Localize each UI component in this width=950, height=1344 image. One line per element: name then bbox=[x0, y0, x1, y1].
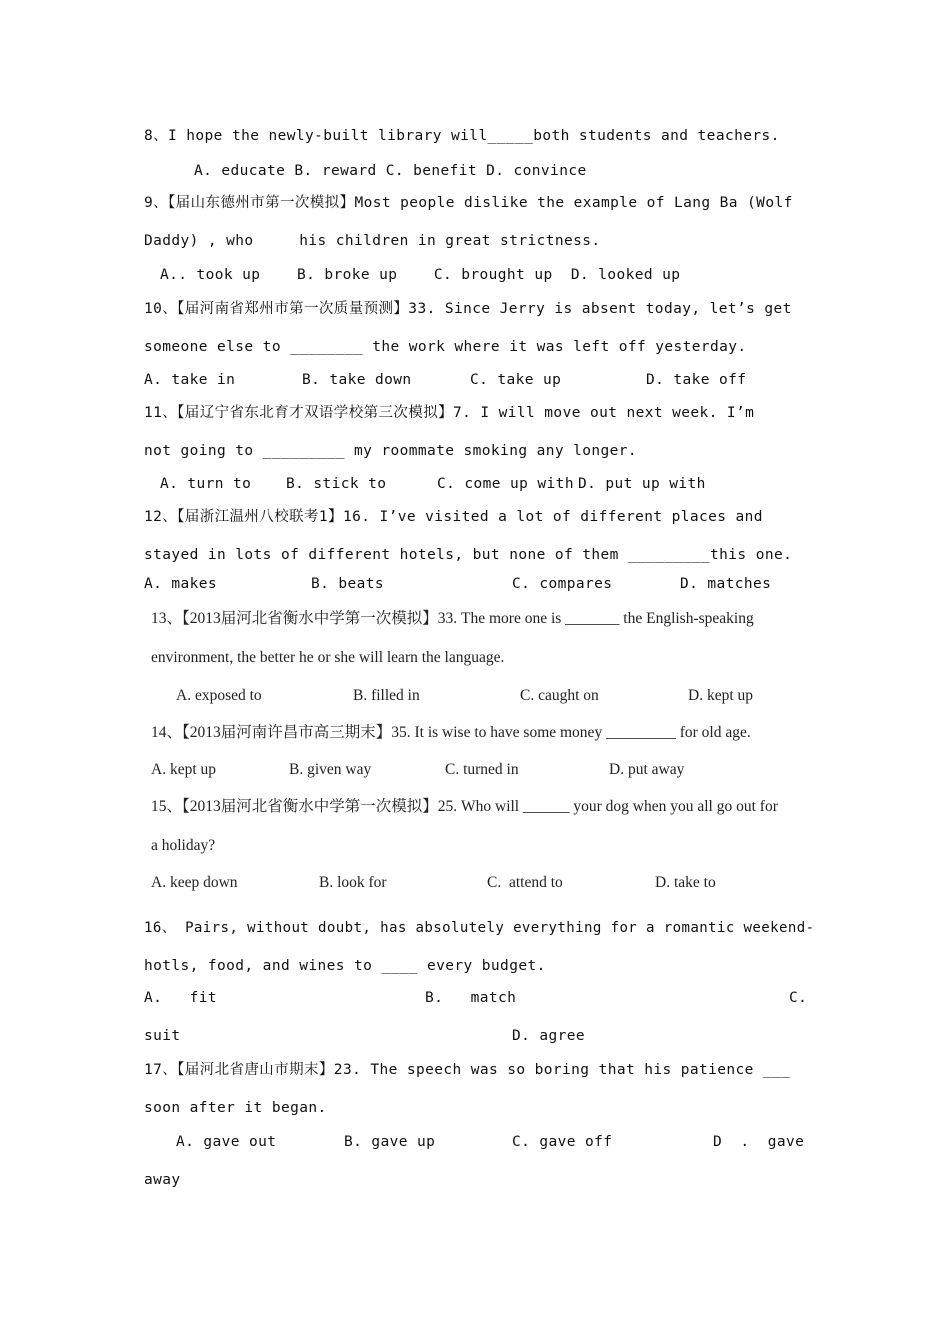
question-12-option-b: B. beats bbox=[311, 576, 385, 592]
question-11-option-d: D. put up with bbox=[578, 476, 706, 492]
question-13-line-2: environment, the better he or she will learn the language. bbox=[151, 649, 505, 666]
question-17-option-d-word: away bbox=[144, 1172, 181, 1188]
question-14-option-b: B. given way bbox=[289, 761, 372, 778]
question-12-option-a: A. makes bbox=[144, 576, 218, 592]
question-14-option-d: D. put away bbox=[609, 761, 685, 778]
question-14-option-c: C. turned in bbox=[445, 761, 519, 778]
question-16-option-c: C. bbox=[789, 990, 808, 1006]
question-15-option-d: D. take to bbox=[655, 874, 716, 891]
question-16-option-b: B. match bbox=[425, 990, 517, 1006]
question-13-option-b: B. filled in bbox=[353, 687, 420, 704]
question-17-line-2: soon after it began. bbox=[144, 1100, 327, 1116]
question-9-options: A.. took up B. broke up C. brought up D. looked up bbox=[160, 267, 681, 283]
question-17-line-1: 17、【届河北省唐山市期末】23. The speech was so boring that his patience ___ bbox=[144, 1062, 791, 1078]
question-11-option-a: A. turn to bbox=[160, 476, 252, 492]
question-8-stem: 8、I hope the newly-built library will_____both students and teachers. bbox=[144, 128, 780, 144]
question-16-line-1: 16、 Pairs, without doubt, has absolutely everything for a romantic weekend- bbox=[144, 920, 815, 936]
question-15-option-b: B. look for bbox=[319, 874, 387, 891]
question-9-line-2: Daddy) , who his children in great strictness. bbox=[144, 233, 601, 249]
question-11-option-c: C. come up with bbox=[437, 476, 574, 492]
question-13-option-c: C. caught on bbox=[520, 687, 599, 704]
question-17-option-a: A. gave out bbox=[176, 1134, 277, 1150]
question-10-option-d: D. take off bbox=[646, 372, 747, 388]
question-12-option-d: D. matches bbox=[680, 576, 772, 592]
question-13-option-a: A. exposed to bbox=[176, 687, 262, 704]
question-17-option-d: D . gave bbox=[713, 1134, 805, 1150]
question-15-option-a: A. keep down bbox=[151, 874, 238, 891]
question-14-option-a: A. kept up bbox=[151, 761, 217, 778]
question-16-option-a: A. fit bbox=[144, 990, 218, 1006]
question-10-option-b: B. take down bbox=[302, 372, 412, 388]
question-13-line-1: 13、【2013届河北省衡水中学第一次模拟】33. The more one is _______ the English-speaking bbox=[151, 610, 754, 627]
question-11-option-b: B. stick to bbox=[286, 476, 387, 492]
question-16-option-c-word: suit bbox=[144, 1028, 181, 1044]
question-17-option-c: C. gave off bbox=[512, 1134, 613, 1150]
question-11-line-2: not going to _________ my roommate smoking any longer. bbox=[144, 443, 638, 459]
question-12-line-1: 12、【届浙江温州八校联考1】16. I’ve visited a lot of different places and bbox=[144, 509, 763, 525]
question-15-line-1: 15、【2013届河北省衡水中学第一次模拟】25. Who will ______ your dog when you all go out for bbox=[151, 798, 778, 815]
question-12-line-2: stayed in lots of different hotels, but none of them _________this one. bbox=[144, 547, 793, 563]
question-11-line-1: 11、【届辽宁省东北育才双语学校第三次模拟】7. I will move out next week. I’m bbox=[144, 405, 755, 421]
question-16-option-d: D. agree bbox=[512, 1028, 586, 1044]
question-8-options: A. educate B. reward C. benefit D. convince bbox=[194, 163, 587, 179]
question-9-line-1: 9、【届山东德州市第一次模拟】Most people dislike the example of Lang Ba (Wolf bbox=[144, 195, 793, 211]
question-13-option-d: D. kept up bbox=[688, 687, 754, 704]
question-10-option-c: C. take up bbox=[470, 372, 562, 388]
question-10-line-2: someone else to ________ the work where it was left off yesterday. bbox=[144, 339, 747, 355]
question-15-option-c: C. attend to bbox=[487, 874, 563, 891]
question-17-option-b: B. gave up bbox=[344, 1134, 436, 1150]
question-16-line-2: hotls, food, and wines to ____ every budget. bbox=[144, 958, 546, 974]
question-15-line-2: a holiday? bbox=[151, 837, 216, 854]
question-12-option-c: C. compares bbox=[512, 576, 613, 592]
question-10-option-a: A. take in bbox=[144, 372, 236, 388]
question-14-line-1: 14、【2013届河南许昌市高三期末】35. It is wise to have some money _________ for old age. bbox=[151, 724, 751, 741]
question-10-line-1: 10、【届河南省郑州市第一次质量预测】33. Since Jerry is absent today, let’s get bbox=[144, 301, 792, 317]
